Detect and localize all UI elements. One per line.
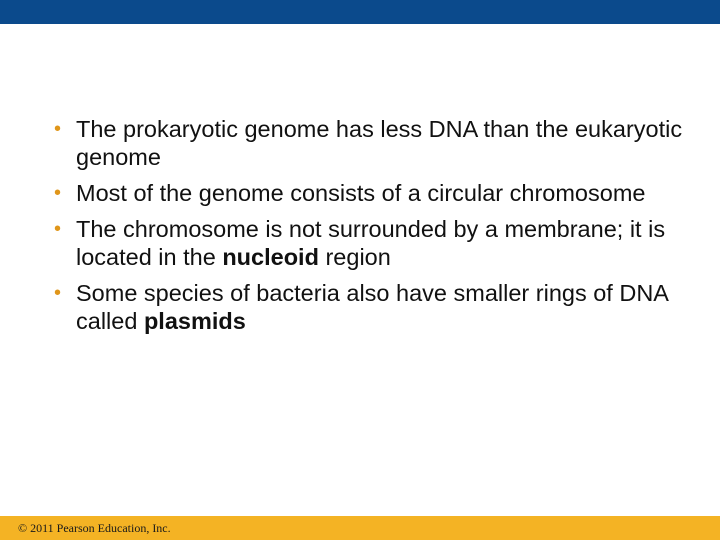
bullet-bold-term: nucleoid xyxy=(222,244,319,270)
top-banner xyxy=(0,0,720,24)
bullet-marker: • xyxy=(54,282,62,304)
bullet-text: The prokaryotic genome has less DNA than the eukaryotic genome xyxy=(76,116,683,170)
bullet-bold-term: plasmids xyxy=(143,308,246,334)
bullet-text-after: region xyxy=(318,244,391,270)
bullet-item-4 xyxy=(48,279,708,335)
bullet-text: The chromosome is not surrounded by a membrane; it is located in the xyxy=(76,216,666,270)
bullet-marker: • xyxy=(54,218,62,240)
bullet-item-2 xyxy=(48,179,708,207)
bullet-marker: • xyxy=(54,118,62,140)
bullet-item-3 xyxy=(48,215,708,271)
bullet-text: Most of the genome consists of a circular chromosome xyxy=(76,180,646,206)
bullet-text: Some species of bacteria also have smaller rings of DNA called xyxy=(76,280,668,334)
footer-bar xyxy=(0,516,720,540)
copyright-notice: © 2011 Pearson Education, Inc. xyxy=(18,521,171,535)
bullet-list xyxy=(48,115,708,343)
bullet-marker: • xyxy=(54,182,62,204)
bullet-item-1 xyxy=(48,115,708,171)
